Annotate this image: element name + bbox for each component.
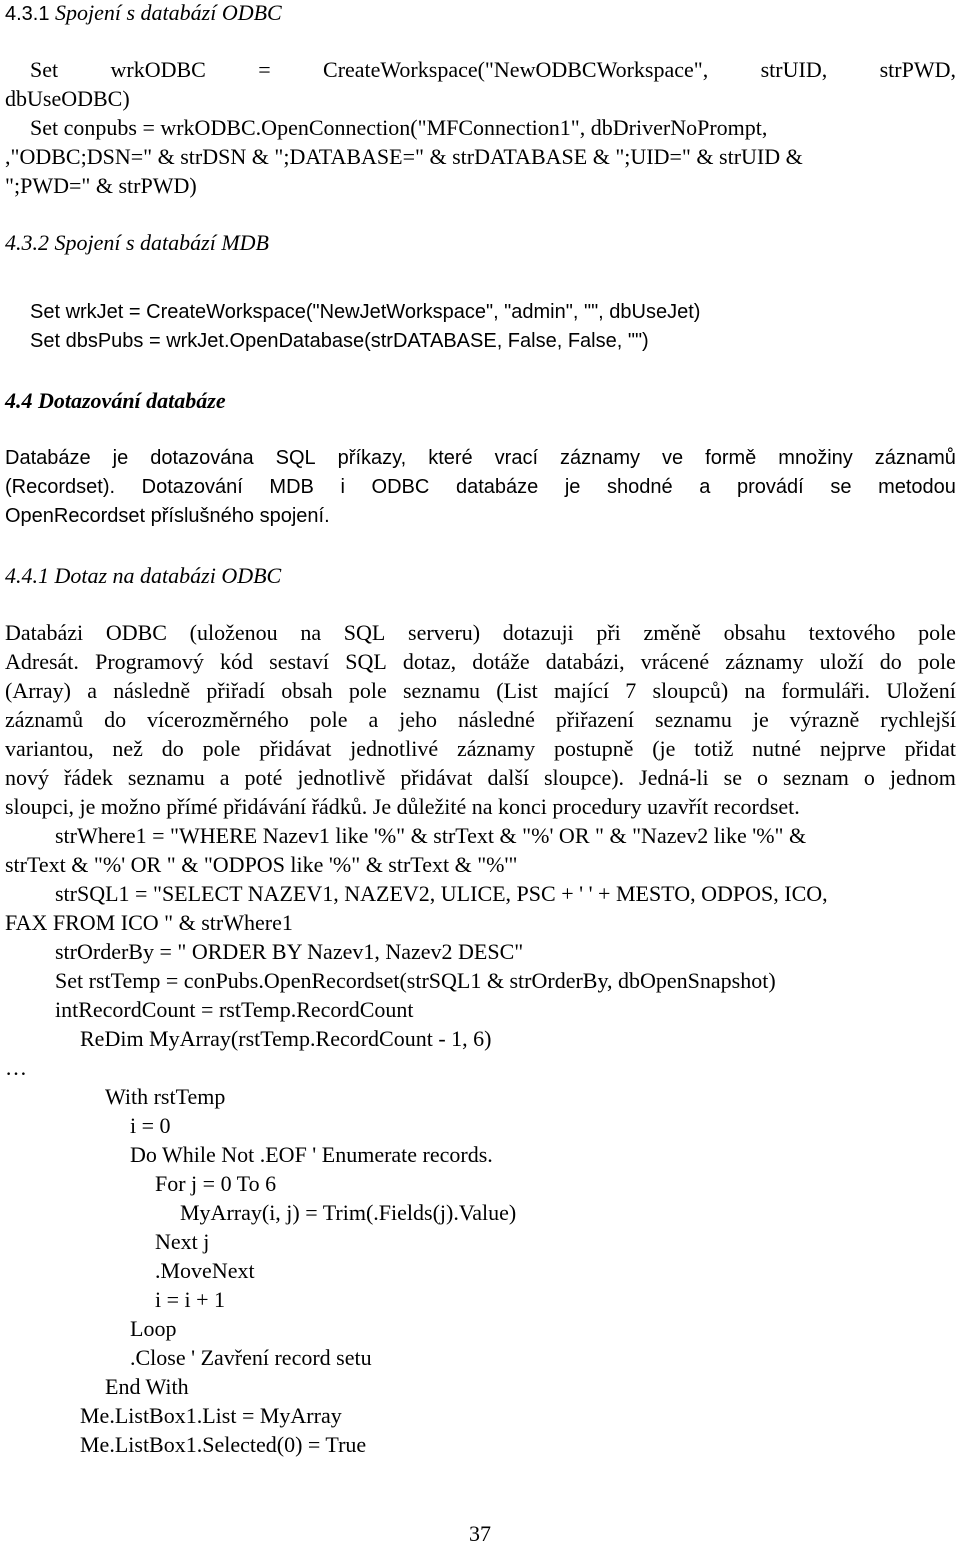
word: variantou, — [5, 736, 94, 761]
word: přiřazení — [555, 707, 635, 732]
word: obsahu — [723, 620, 786, 645]
word: pole — [202, 736, 241, 761]
word: vícerozměrného — [147, 707, 289, 732]
word: Set — [30, 57, 59, 82]
word: vrací — [494, 447, 539, 469]
word: seznamu — [654, 707, 732, 732]
code-line: strWhere1 = "WHERE Nazev1 like '%" & strText & "%' OR " & "Nazev2 like '%" & — [55, 823, 807, 848]
word: SQL — [345, 649, 387, 674]
word: wrkODBC — [110, 57, 206, 82]
word: se — [830, 476, 852, 498]
page-number: 37 — [469, 1521, 491, 1546]
word: strPWD, — [879, 57, 956, 82]
paragraph-line: sloupci, je možno přímé přidávání řádků. Je důležité na konci procedury uzavřít recordset. — [5, 794, 800, 819]
word: dotazována — [150, 447, 254, 469]
code-line: dbUseODBC) — [5, 86, 130, 111]
code-line: Me.ListBox1.Selected(0) = True — [80, 1432, 367, 1457]
word: (List — [496, 678, 538, 703]
word: Dotazování — [141, 476, 243, 498]
code-line: Loop — [130, 1316, 177, 1341]
word: (Recordset). — [5, 476, 116, 498]
word: ODBC — [105, 620, 167, 645]
word: a — [219, 765, 230, 790]
code-line: Set conpubs = wrkODBC.OpenConnection("MFConnection1", dbDriverNoPrompt, — [30, 115, 768, 140]
word: MDB — [269, 476, 314, 498]
word: příkazy, — [337, 447, 407, 469]
code-line: Set rstTemp = conPubs.OpenRecordset(strSQL1 & strOrderBy, dbOpenSnapshot) — [55, 968, 776, 993]
word: poté — [244, 765, 283, 790]
code-line: .Close ' Zavření record setu — [130, 1345, 372, 1370]
paragraph-line — [5, 705, 956, 734]
ellipsis: … — [5, 1055, 27, 1080]
word: serveru) — [408, 620, 481, 645]
word: pole — [918, 620, 956, 645]
word: na — [300, 620, 322, 645]
code-line: .MoveNext — [155, 1258, 255, 1283]
word: do — [104, 707, 127, 732]
paragraph-line — [5, 734, 956, 763]
word: pole — [917, 649, 956, 674]
word: kód — [220, 649, 253, 674]
word: postupně — [553, 736, 634, 761]
word: záznamy — [725, 649, 804, 674]
word: formě — [705, 447, 757, 469]
word: vrácené — [640, 649, 710, 674]
word: ve — [662, 447, 684, 469]
code-line: ";PWD=" & strPWD) — [5, 173, 197, 198]
code-line: i = 0 — [130, 1113, 171, 1138]
word: jednom — [889, 765, 956, 790]
code-line: End With — [105, 1374, 189, 1399]
word: (je — [652, 736, 676, 761]
word: databázi, — [545, 649, 625, 674]
code-line: ,"ODBC;DSN=" & strDSN & ";DATABASE=" & strDATABASE & ";UID=" & strUID & — [5, 144, 803, 169]
word: a — [87, 678, 97, 703]
word: než — [112, 736, 143, 761]
paragraph-line — [5, 444, 956, 473]
word: pole — [348, 678, 387, 703]
word: totiž — [694, 736, 734, 761]
word: následné — [457, 707, 535, 732]
word: přidávat — [259, 736, 332, 761]
word: následně — [113, 678, 191, 703]
word: je — [564, 476, 581, 498]
word: uloží — [819, 649, 864, 674]
word: Databáze — [5, 447, 91, 469]
word: databáze — [455, 476, 539, 498]
word: změně — [643, 620, 701, 645]
word: formuláři. — [781, 678, 871, 703]
section-heading-4-4-1: 4.4.1 Dotaz na databázi ODBC — [5, 563, 282, 588]
paragraph-line — [5, 763, 956, 792]
word: a — [368, 707, 379, 732]
word: na — [744, 678, 766, 703]
section-title: Spojení s databází ODBC — [54, 0, 282, 25]
code-line: strOrderBy = " ORDER BY Nazev1, Nazev2 DESC" — [55, 939, 524, 964]
word: Databázi — [5, 620, 84, 645]
word: rychlejší — [880, 707, 956, 732]
word: sloupců) — [652, 678, 729, 703]
word: záznamy — [560, 447, 641, 469]
word: textového — [808, 620, 896, 645]
word: přiřadí — [206, 678, 266, 703]
word: při — [596, 620, 621, 645]
word: obsah — [281, 678, 333, 703]
word: o — [756, 765, 768, 790]
section-heading-4-3-2: 4.3.2 Spojení s databází MDB — [5, 230, 269, 255]
paragraph-line — [5, 473, 956, 502]
word: SQL — [275, 447, 316, 469]
word: záznamů — [5, 707, 84, 732]
code-line: Next j — [155, 1229, 210, 1254]
paragraph-line — [5, 647, 956, 676]
code-line: Do While Not .EOF ' Enumerate records. — [130, 1142, 493, 1167]
word: mající — [553, 678, 609, 703]
word: seznamu — [402, 678, 480, 703]
section-heading-4-3-1 — [5, 0, 282, 29]
word: i — [340, 476, 345, 498]
word: je — [752, 707, 769, 732]
section-number: 4.3.1 — [5, 3, 50, 25]
word: 7 — [625, 678, 637, 703]
word: další — [487, 765, 530, 790]
word: dotáže — [472, 649, 530, 674]
word: sloupce). — [544, 765, 625, 790]
word: sestaví — [269, 649, 330, 674]
word: do — [879, 649, 902, 674]
word: které — [428, 447, 473, 469]
code-line — [30, 55, 956, 84]
word: Uložení — [886, 678, 956, 703]
code-line: MyArray(i, j) = Trim(.Fields(j).Value) — [180, 1200, 517, 1225]
code-line: strSQL1 = "SELECT NAZEV1, NAZEV2, ULICE, PSC + ' ' + MESTO, ODPOS, ICO, — [55, 881, 828, 906]
code-line: Me.ListBox1.List = MyArray — [80, 1403, 342, 1428]
word: metodou — [878, 476, 956, 498]
word: Adresát. — [5, 649, 79, 674]
word: a — [699, 476, 711, 498]
code-line: With rstTemp — [105, 1084, 226, 1109]
paragraph-line — [5, 676, 956, 705]
code-line: i = i + 1 — [155, 1287, 226, 1312]
code-line: ReDim MyArray(rstTemp.RecordCount - 1, 6) — [80, 1026, 492, 1051]
word: je — [112, 447, 129, 469]
code-line: strText & "%' OR " & "ODPOS like '%" & strText & "%'" — [5, 852, 518, 877]
word: jednotlivé — [350, 736, 439, 761]
word: se — [723, 765, 742, 790]
word: záznamy — [456, 736, 536, 761]
paragraph-line: OpenRecordset příslušného spojení. — [5, 505, 330, 527]
code-line: For j = 0 To 6 — [155, 1171, 277, 1196]
word: nejprve — [819, 736, 886, 761]
word: do — [161, 736, 184, 761]
word: pole — [309, 707, 348, 732]
word: jednotlivě — [297, 765, 386, 790]
word: = — [258, 57, 271, 82]
word: o — [863, 765, 875, 790]
word: množiny — [778, 447, 853, 469]
section-heading-4-4: 4.4 Dotazování databáze — [5, 388, 226, 413]
code-line: Set dbsPubs = wrkJet.OpenDatabase(strDATABASE, False, False, "") — [30, 330, 649, 352]
word: Jedná-li — [639, 765, 709, 790]
word: seznamu — [127, 765, 205, 790]
code-line: FAX FROM ICO " & strWhere1 — [5, 910, 293, 935]
word: jeho — [399, 707, 438, 732]
word: záznamů — [874, 447, 956, 469]
word: výrazně — [789, 707, 860, 732]
word: shodné — [607, 476, 673, 498]
code-line: Set wrkJet = CreateWorkspace("NewJetWorkspace", "admin", "", dbUseJet) — [30, 301, 701, 323]
code-line: intRecordCount = rstTemp.RecordCount — [55, 997, 414, 1022]
word: strUID, — [760, 57, 828, 82]
word: SQL — [343, 620, 386, 645]
word: přidávat — [400, 765, 473, 790]
word: provádí — [737, 476, 804, 498]
word: CreateWorkspace("NewODBCWorkspace", — [323, 57, 709, 82]
word: nový — [5, 765, 49, 790]
word: (Array) — [5, 678, 71, 703]
word: řádek — [63, 765, 113, 790]
paragraph-line — [5, 618, 956, 647]
word: dotazuji — [502, 620, 574, 645]
word: přidat — [904, 736, 956, 761]
word: seznam — [782, 765, 849, 790]
word: (uloženou — [189, 620, 278, 645]
word: nutné — [752, 736, 802, 761]
word: dotaz, — [402, 649, 457, 674]
word: Programový — [95, 649, 204, 674]
word: ODBC — [371, 476, 430, 498]
